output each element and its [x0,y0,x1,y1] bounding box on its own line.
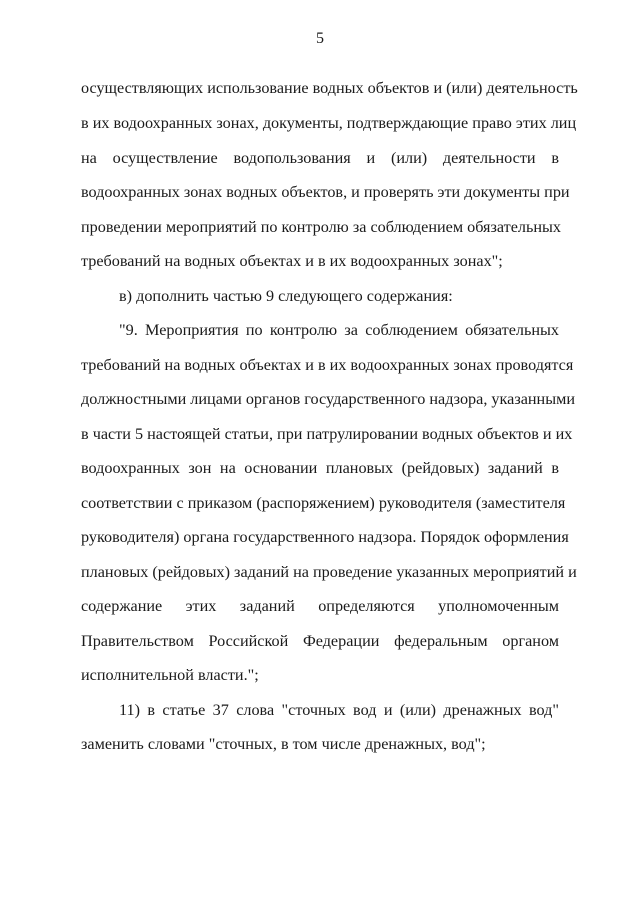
page-number: 5 [316,30,324,47]
paragraph-3-line-9: содержание этих заданий определяются уполномоченным [81,597,559,615]
paragraph-3-line-8: плановых (рейдовых) заданий на проведение указанных мероприятий и [81,563,577,581]
paragraph-3-line-2: требований на водных объектах и в их водоохранных зонах проводятся [81,356,574,374]
paragraph-3-line-11: исполнительной власти."; [81,666,259,684]
paragraph-3-line-6: соответствии с приказом (распоряжением) руководителя (заместителя [81,494,566,512]
paragraph-1-line-2: в их водоохранных зонах, документы, подтверждающие право этих лиц [81,114,577,132]
paragraph-4-line-2: заменить словами "сточных, в том числе дренажных, вод"; [81,735,486,753]
paragraph-1-line-3: на осуществление водопользования и (или) деятельности в [81,149,559,167]
paragraph-2-line-1: в) дополнить частью 9 следующего содержания: [119,287,453,305]
paragraph-3-line-4: в части 5 настоящей статьи, при патрулировании водных объектов и их [81,425,573,443]
paragraph-3-line-7: руководителя) органа государственного надзора. Порядок оформления [81,528,569,546]
paragraph-3-line-5: водоохранных зон на основании плановых (рейдовых) заданий в [81,459,559,477]
paragraph-4-line-1: 11) в статье 37 слова "сточных вод и (или) дренажных вод" [119,701,559,719]
paragraph-3-line-1: "9. Мероприятия по контролю за соблюдением обязательных [119,321,559,339]
paragraph-1-line-5: проведении мероприятий по контролю за соблюдением обязательных [81,218,562,236]
paragraph-3-line-3: должностными лицами органов государственного надзора, указанными [81,390,576,408]
paragraph-1-line-6: требований на водных объектах и в их водоохранных зонах"; [81,252,503,270]
paragraph-1-line-1: осуществляющих использование водных объектов и (или) деятельность [81,79,578,97]
paragraph-1-line-4: водоохранных зонах водных объектов, и проверять эти документы при [81,183,570,201]
paragraph-3-line-10: Правительством Российской Федерации федеральным органом [81,632,559,650]
